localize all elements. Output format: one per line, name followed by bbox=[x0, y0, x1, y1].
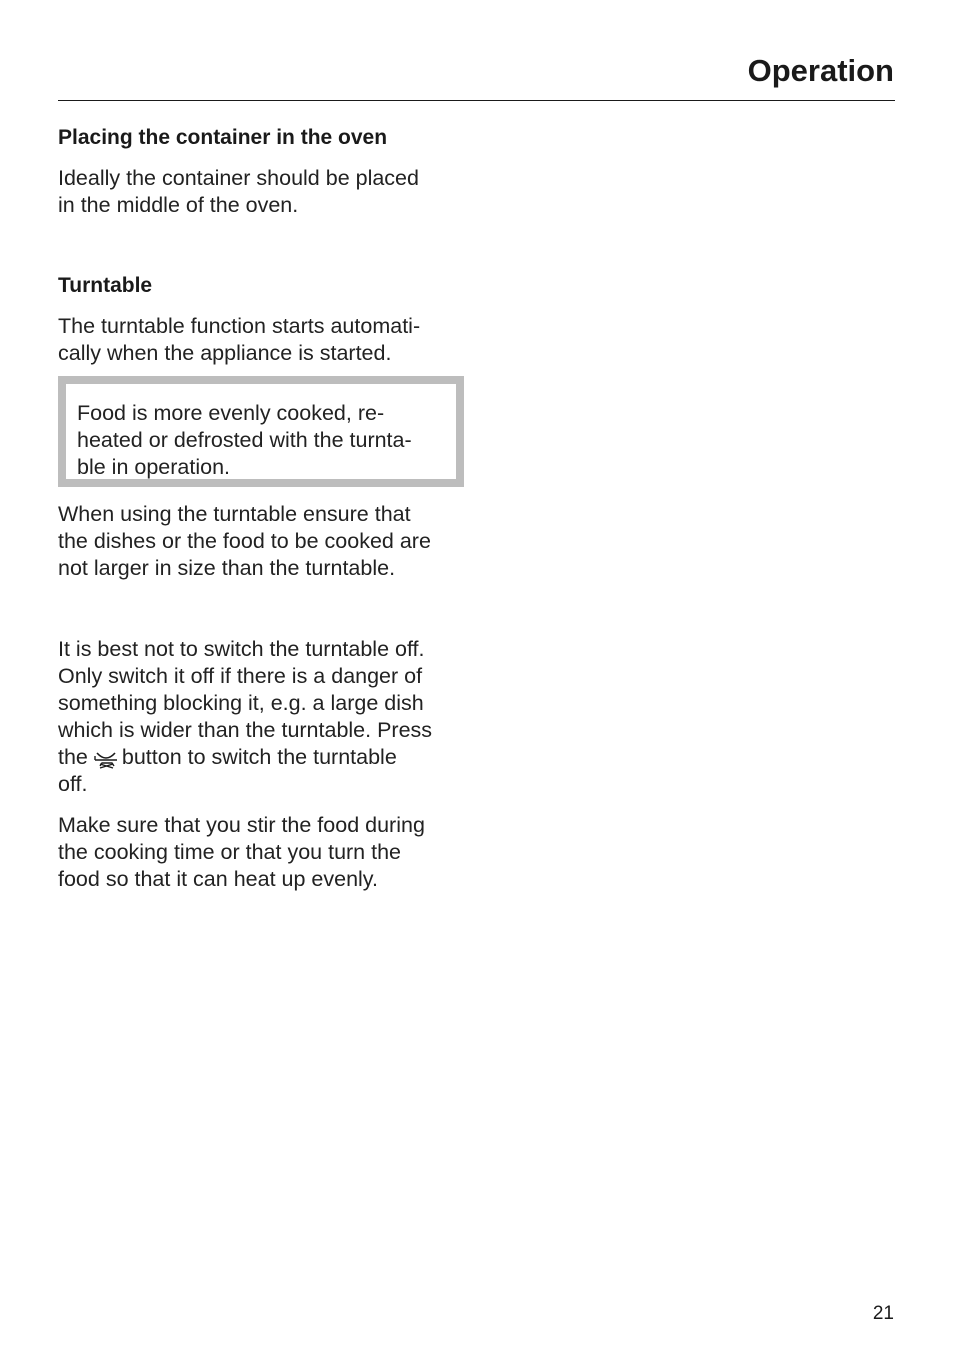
turntable-intro-line: cally when the appliance is started. bbox=[58, 341, 392, 365]
title-divider bbox=[58, 100, 895, 101]
size-line: not larger in size than the turntable. bbox=[58, 556, 396, 580]
stir-line: the cooking time or that you turn the bbox=[58, 840, 402, 864]
stir-paragraph bbox=[58, 812, 468, 893]
switch-off-line: which is wider than the turntable. Press bbox=[58, 718, 433, 742]
size-line: When using the turntable ensure that bbox=[58, 502, 411, 526]
turntable-section bbox=[58, 272, 468, 367]
note-box bbox=[58, 376, 464, 487]
page-title: Operation bbox=[747, 53, 894, 88]
turntable-heading: Turntable bbox=[58, 274, 153, 297]
switch-off-paragraph bbox=[58, 636, 468, 798]
note-line: ble in operation. bbox=[77, 455, 230, 479]
placing-text-line: Ideally the container should be placed bbox=[58, 166, 419, 190]
size-line: the dishes or the food to be cooked are bbox=[58, 529, 431, 553]
stir-line: food so that it can heat up evenly. bbox=[58, 867, 378, 891]
switch-off-line-post: button to switch the turntable bbox=[121, 745, 397, 769]
stir-line: Make sure that you stir the food during bbox=[58, 813, 425, 837]
note-line: heated or defrosted with the turnta- bbox=[77, 428, 412, 452]
switch-off-line: Only switch it off if there is a danger of bbox=[58, 664, 423, 688]
size-paragraph bbox=[58, 501, 468, 582]
switch-off-line: off. bbox=[58, 772, 88, 796]
switch-off-line: something blocking it, e.g. a large dish bbox=[58, 691, 424, 715]
switch-off-line: It is best not to switch the turntable off. bbox=[58, 637, 425, 661]
page-number: 21 bbox=[872, 1303, 894, 1324]
placing-heading: Placing the container in the oven bbox=[58, 126, 388, 149]
turntable-off-icon bbox=[92, 747, 120, 769]
switch-off-line-pre: the bbox=[58, 745, 88, 769]
switch-off-line-with-icon bbox=[58, 744, 468, 771]
placing-text-line: in the middle of the oven. bbox=[58, 193, 299, 217]
note-line: Food is more evenly cooked, re- bbox=[77, 401, 385, 425]
turntable-intro-line: The turntable function starts automati- bbox=[58, 314, 421, 338]
placing-section bbox=[58, 124, 468, 219]
